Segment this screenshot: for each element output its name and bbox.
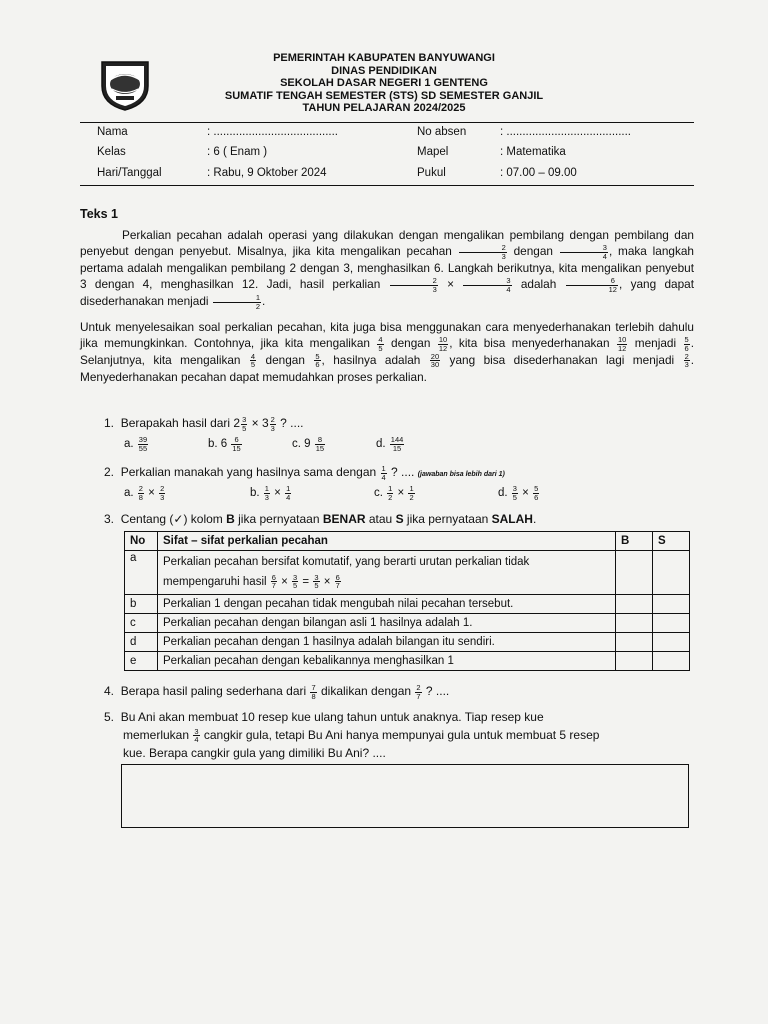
header-agency: DINAS PENDIDIKAN — [331, 64, 437, 77]
kelas-label: Kelas — [97, 146, 126, 158]
q1-option-d[interactable]: d. $\frac{144}{15}$ — [376, 435, 404, 453]
fraction: $\frac{2}{3}$ — [459, 244, 507, 260]
row-no: d — [125, 633, 158, 652]
hari-value: : Rabu, 9 Oktober 2024 — [207, 167, 327, 179]
row-text: Perkalian pecahan bersifat komutatif, yang berarti urutan perkalian tidak mempengaruhi hasil $\frac{6}{7}$ × $\frac{3}{5}$ = $\frac{3}{5}$ × $\frac{6}{7}$ — [158, 551, 616, 595]
check-s[interactable] — [653, 595, 690, 614]
table-row — [125, 595, 690, 614]
q2-option-d[interactable]: d. $\frac{3}{5}$ × $\frac{5}{6}$ — [498, 484, 539, 502]
hari-label: Hari/Tanggal — [97, 167, 162, 179]
fraction: $\frac{5}{6}$ — [684, 335, 689, 353]
mapel-label: Mapel — [417, 146, 449, 158]
col-s-header: S — [653, 532, 690, 551]
fraction: $\frac{4}{5}$ — [378, 335, 383, 353]
check-s[interactable] — [653, 614, 690, 633]
col-sifat-header: Sifat – sifat perkalian pecahan — [158, 532, 616, 551]
absen-field[interactable]: : ....................................... — [500, 126, 631, 138]
fraction: $\frac{2}{3}$ — [390, 277, 438, 293]
check-b[interactable] — [616, 652, 653, 671]
header-rule-top — [80, 122, 694, 123]
fraction: $\frac{2}{3}$ — [270, 415, 275, 433]
check-b[interactable] — [616, 633, 653, 652]
fraction: $\frac{4}{5}$ — [250, 351, 256, 370]
check-s[interactable] — [653, 551, 690, 595]
col-no-header: No — [125, 532, 158, 551]
fraction: $\frac{3}{4}$ — [463, 277, 511, 293]
fraction: $\frac{2}{3}$ — [684, 351, 689, 370]
check-b[interactable] — [616, 595, 653, 614]
q1-option-a[interactable]: a. $\frac{39}{55}$ — [124, 435, 148, 453]
fraction: $\frac{144}{15}$ — [390, 435, 404, 453]
table-row — [125, 614, 690, 633]
question-1: 1. Berapakah hasil dari 2 $\frac{3}{5}$ × 3 $\frac{2}{3}$ ? .... — [104, 415, 304, 433]
fraction: $\frac{8}{15}$ — [315, 435, 325, 453]
q2-option-c[interactable]: c. $\frac{1}{2}$ × $\frac{1}{2}$ — [374, 484, 414, 502]
fraction: $\frac{10}{12}$ — [438, 335, 448, 353]
q2-option-b[interactable]: b. $\frac{1}{3}$ × $\frac{1}{4}$ — [250, 484, 291, 502]
fraction: $\frac{3}{4}$ — [560, 244, 608, 260]
fraction: $\frac{6}{12}$ — [566, 277, 618, 293]
table-header-row — [125, 532, 690, 551]
row-text: Perkalian pecahan dengan bilangan asli 1 hasilnya adalah 1. — [158, 614, 616, 633]
fraction: $\frac{20}{30}$ — [430, 351, 440, 370]
paragraph-2: Untuk menyelesaikan soal perkalian pecahan, kita juga bisa menggunakan cara menyederhanakan terlebih dahulu jika memungkinkan. Contohnya, jika kita mengalikan $\frac{4}{5}$ dengan $\frac{10}{12}$ , kita bisa menyederhanakan $\frac{10}{12}$ menjadi $\frac{5}{6}$ . Selanjutnya, kita mengalikan $\frac{4}{5}$ dengan $\frac{5}{6}$ , hasilnya adalah $\frac{20}{30}$ yang bisa disederhanakan lagi menjadi $\frac{2}{3}$ . Menyederhanakan pecahan dapat memudahkan proses perkalian. — [80, 320, 695, 384]
mapel-value: : Matematika — [500, 146, 566, 158]
header-rule-bottom — [80, 185, 694, 186]
check-s[interactable] — [653, 652, 690, 671]
nama-field[interactable]: : ....................................... — [207, 126, 338, 138]
row-text: Perkalian pecahan dengan kebalikannya menghasilkan 1 — [158, 652, 616, 671]
question-5: 5. Bu Ani akan membuat 10 resep kue ulang tahun untuk anaknya. Tiap resep kue memerlukan $\frac{3}{4}$ cangkir gula, tetapi Bu Ani hanya mempunyai gula untuk membuat 5 resep kue. Berapa cangkir gula yang dimiliki Bu Ani? .... — [104, 710, 600, 760]
row-text: Perkalian pecahan dengan 1 hasilnya adalah bilangan itu sendiri. — [158, 633, 616, 652]
paragraph-1: Perkalian pecahan adalah operasi yang dilakukan dengan mengalikan pembilang dengan pembilang dan penyebut dengan penyebut. Misalnya, jika kita mengalikan pecahan $\frac{2}{3}$ dengan $\frac{3}{4}$ , maka langkah pertama adalah mengalikan pembilang 2 dengan 3, menghasilkan 6. Langkah berikutnya, kita mengalikan penyebut 3 dengan 4, menghasilkan 12. Jadi, hasil perkalian $\frac{2}{3}$ × $\frac{3}{4}$ adalah $\frac{6}{12}$ , yang dapat disederhanakan menjadi $\frac{1}{2}$ . — [80, 228, 695, 311]
kelas-value: : 6 ( Enam ) — [207, 146, 268, 158]
col-b-header: B — [616, 532, 653, 551]
q1-option-c[interactable]: c. 9 $\frac{8}{15}$ — [292, 435, 325, 453]
question-2: 2. Perkalian manakah yang hasilnya sama dengan $\frac{1}{4}$ ? .... (jawaban bisa lebih dari 1) — [104, 464, 505, 482]
row-no: e — [125, 652, 158, 671]
check-s[interactable] — [653, 633, 690, 652]
fraction: $\frac{1}{4}$ — [381, 464, 386, 482]
check-b[interactable] — [616, 551, 653, 595]
row-no: c — [125, 614, 158, 633]
fraction: $\frac{6}{15}$ — [232, 435, 241, 453]
table-row — [125, 633, 690, 652]
table-row — [125, 551, 690, 595]
check-b[interactable] — [616, 614, 653, 633]
properties-table — [124, 531, 690, 671]
header-government: PEMERINTAH KABUPATEN BANYUWANGI — [273, 52, 495, 64]
row-no: a — [125, 551, 158, 595]
fraction: $\frac{1}{2}$ — [213, 294, 261, 310]
row-text: Perkalian 1 dengan pecahan tidak mengubah nilai pecahan tersebut. — [158, 595, 616, 614]
absen-label: No absen — [417, 126, 467, 138]
answer-box[interactable] — [121, 764, 689, 828]
header-school: SEKOLAH DASAR NEGERI 1 GENTENG — [280, 77, 488, 90]
fraction: $\frac{39}{55}$ — [138, 435, 148, 453]
q2-note: (jawaban bisa lebih dari 1) — [417, 471, 505, 479]
row-no: b — [125, 595, 158, 614]
table-row — [125, 652, 690, 671]
pukul-label: Pukul — [417, 167, 446, 179]
teks-title: Teks 1 — [80, 207, 118, 221]
header-year: TAHUN PELAJARAN 2024/2025 — [302, 102, 466, 115]
fraction: $\frac{5}{6}$ — [315, 351, 320, 370]
pukul-value: : 07.00 – 09.00 — [500, 167, 577, 179]
question-4: 4. Berapa hasil paling sederhana dari $\frac{7}{8}$ dikalikan dengan $\frac{2}{7}$ ? .... — [104, 683, 450, 701]
question-3: 3. Centang (✓) kolom B jika pernyataan BENAR atau S jika pernyataan SALAH. — [104, 512, 537, 526]
q1-option-b[interactable]: b. 6 $\frac{6}{15}$ — [208, 435, 241, 453]
header-exam: SUMATIF TENGAH SEMESTER (STS) SD SEMESTER GANJIL — [224, 89, 544, 102]
banyuwangi-crest-icon — [96, 56, 154, 112]
q2-option-a[interactable]: a. $\frac{2}{8}$ × $\frac{2}{3}$ — [124, 484, 165, 502]
fraction: $\frac{10}{12}$ — [617, 335, 627, 353]
fraction: $\frac{3}{5}$ — [242, 415, 247, 433]
letterhead — [160, 52, 608, 115]
nama-label: Nama — [97, 126, 128, 138]
